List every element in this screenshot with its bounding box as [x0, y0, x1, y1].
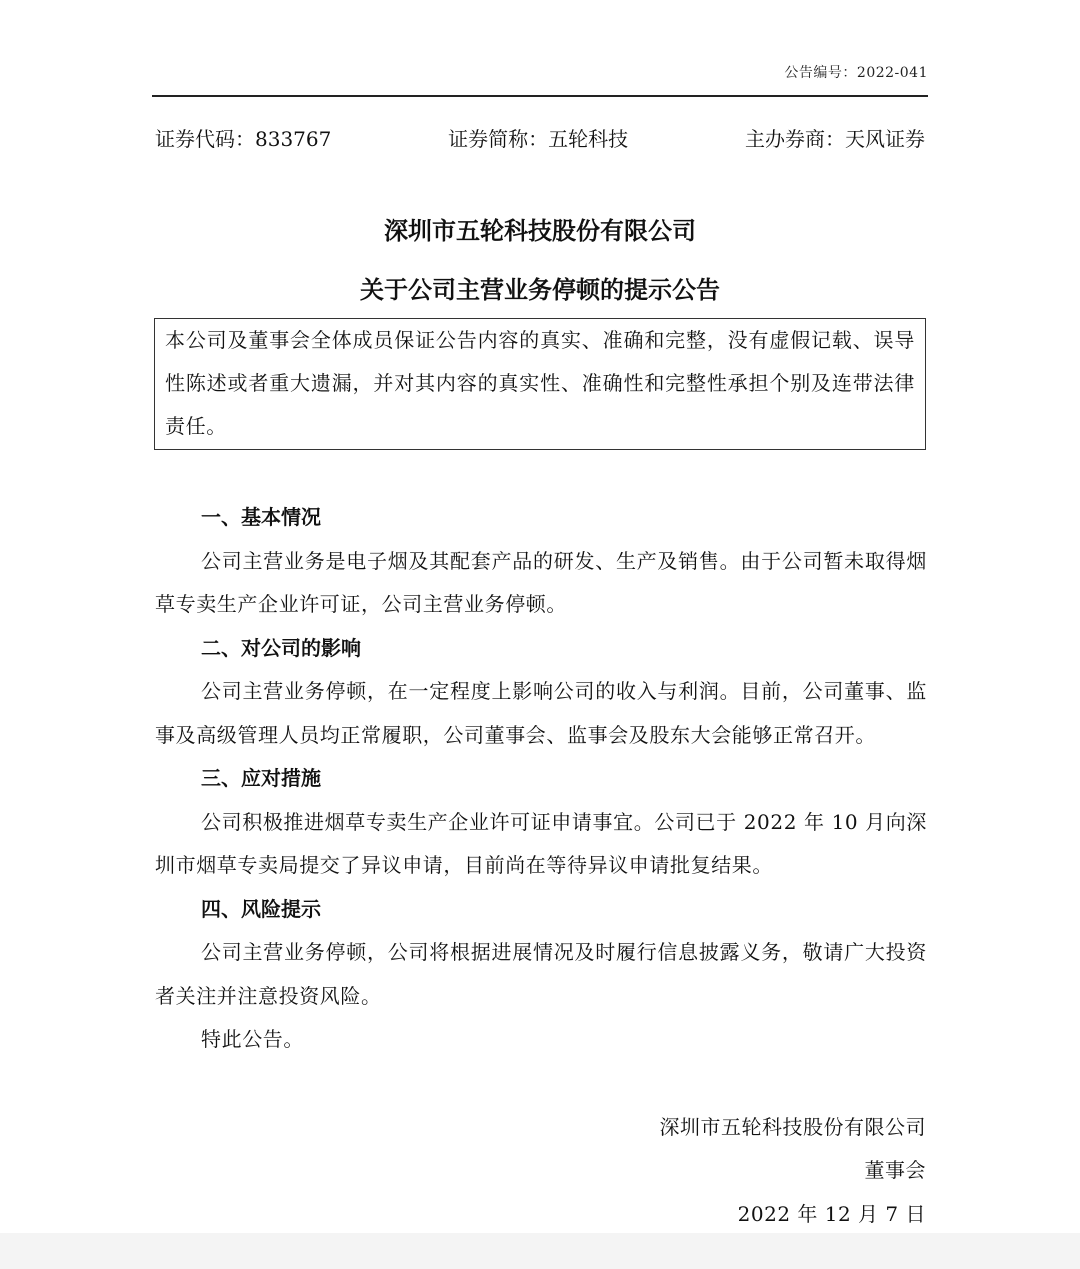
announcement-number: 公告编号：2022-041 [784, 65, 928, 81]
closing-statement: 特此公告。 [201, 1027, 304, 1051]
signature-board: 董事会 [864, 1158, 926, 1182]
securities-info-row [155, 124, 925, 154]
company-title: 深圳市五轮科技股份有限公司 [384, 217, 696, 245]
section-heading-impact: 二、对公司的影响 [201, 635, 361, 660]
signature-date: 2022 年 12 月 7 日 [737, 1202, 926, 1226]
header-rule [152, 95, 928, 97]
announcement-title: 关于公司主营业务停顿的提示公告 [360, 276, 720, 304]
section-text-measures: 公司积极推进烟草专卖生产企业许可证申请事宜。公司已于 2022 年 10 月向深圳市烟草专卖局提交了异议申请，目前尚在等待异议申请批复结果。 [155, 809, 927, 877]
sponsor-broker: 主办券商：天风证券 [744, 127, 925, 151]
announcement-body [155, 496, 927, 1062]
section-heading-basic: 一、基本情况 [201, 505, 321, 529]
section-heading-risk: 四、风险提示 [201, 896, 321, 921]
section-heading-measures: 三、应对措施 [201, 766, 321, 790]
page-bottom-edge [0, 1233, 1080, 1269]
disclaimer-box: 本公司及董事会全体成员保证公告内容的真实、准确和完整，没有虚假记载、误导性陈述或者重大遗漏，并对其内容的真实性、准确性和完整性承担个别及连带法律责任。 [154, 318, 926, 450]
signature-company: 深圳市五轮科技股份有限公司 [659, 1115, 926, 1139]
security-short-name: 证券简称：五轮科技 [448, 127, 629, 151]
section-text-basic: 公司主营业务是电子烟及其配套产品的研发、生产及销售。由于公司暂未取得烟草专卖生产企业许可证，公司主营业务停顿。 [155, 548, 927, 616]
security-code: 证券代码：833767 [155, 127, 332, 151]
section-text-impact: 公司主营业务停顿，在一定程度上影响公司的收入与利润。目前，公司董事、监事及高级管理人员均正常履职，公司董事会、监事会及股东大会能够正常召开。 [155, 679, 927, 747]
section-text-risk: 公司主营业务停顿，公司将根据进展情况及时履行信息披露义务，敬请广大投资者关注并注意投资风险。 [155, 940, 927, 1008]
